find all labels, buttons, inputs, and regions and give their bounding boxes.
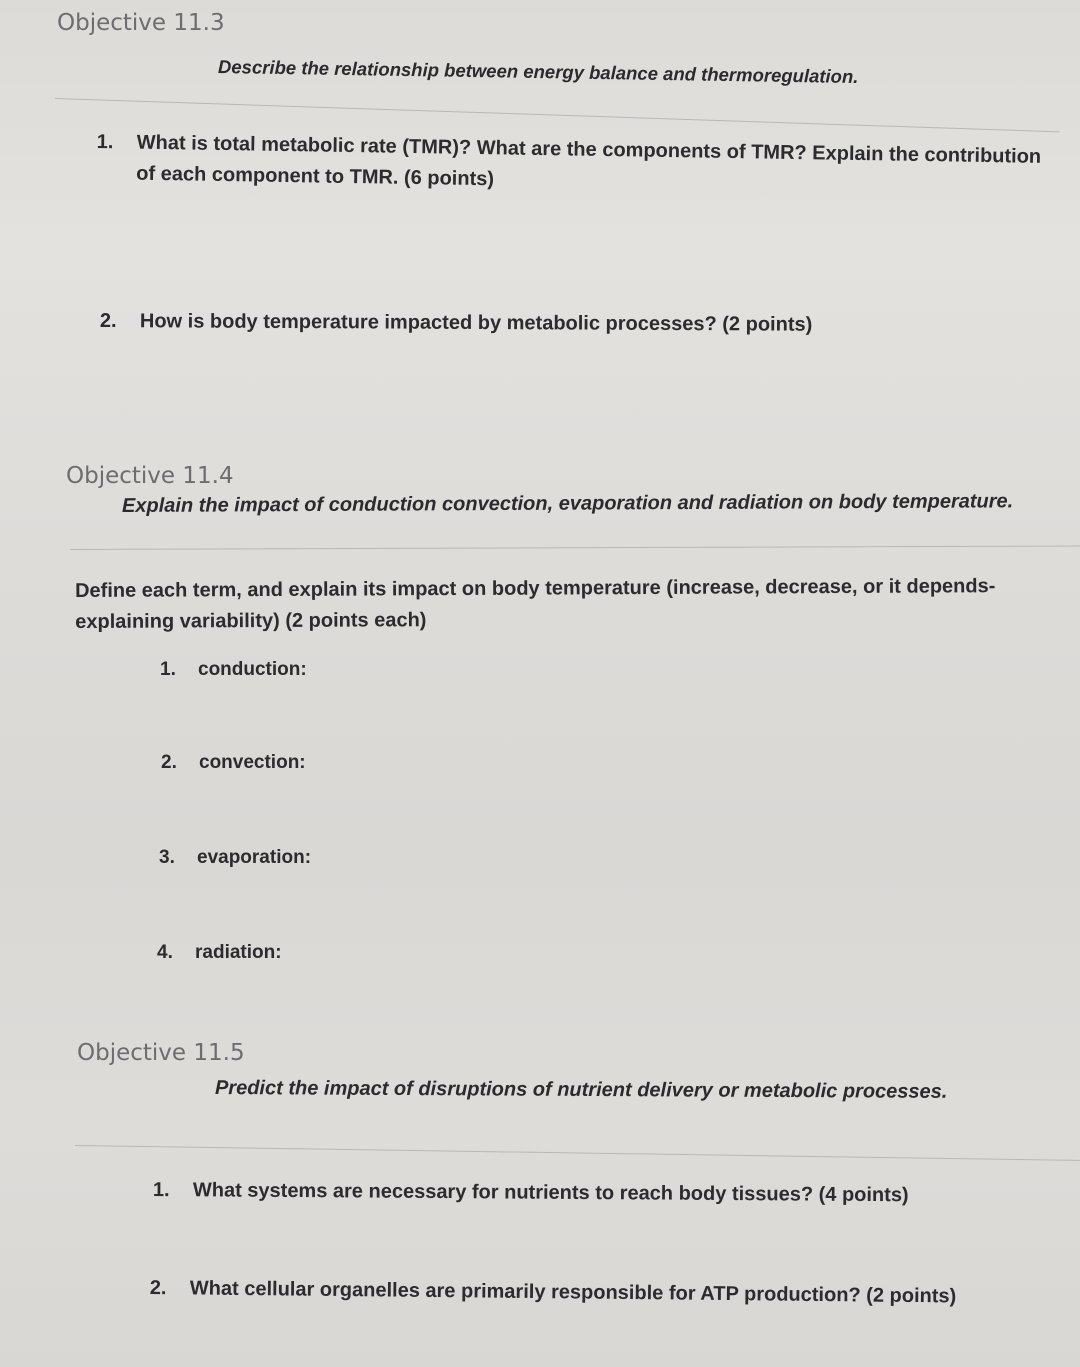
objective-heading: Objective 11.4 [66, 463, 234, 489]
term-item [161, 752, 306, 774]
question-text: What cellular organelles are primarily responsible for ATP production? (2 points) [189, 1277, 957, 1308]
question-item [150, 1273, 1070, 1314]
term-number: 3. [159, 847, 175, 868]
objective-heading: Objective 11.3 [57, 10, 225, 36]
divider-line [70, 545, 1080, 550]
question-item [153, 1175, 1053, 1212]
term-item [160, 659, 307, 681]
objective-description: Predict the impact of disruptions of nutrient delivery or metabolic processes. [214, 1077, 948, 1103]
term-label: convection: [199, 752, 306, 773]
question-text: What systems are necessary for nutrients to reach body tissues? (4 points) [192, 1179, 909, 1207]
term-number: 1. [160, 659, 176, 680]
question-text: What is total metabolic rate (TMR)? What are the components of TMR? Explain the contribution of each component to TMR. (6 points) [136, 131, 1042, 191]
term-number: 2. [161, 752, 177, 773]
question-item [96, 127, 1067, 204]
term-label: conduction: [198, 659, 307, 680]
term-item [159, 847, 311, 869]
question-number: 1. [152, 1178, 170, 1202]
question-number: 1. [96, 130, 114, 154]
question-number: 2. [149, 1276, 167, 1300]
objective-heading: Objective 11.5 [77, 1040, 245, 1066]
term-number: 4. [157, 942, 173, 963]
question-number: 2. [99, 309, 117, 333]
divider-line [75, 1145, 1080, 1161]
term-item [157, 942, 282, 964]
term-label: evaporation: [197, 847, 312, 868]
objective-description: Describe the relationship between energy balance and thermoregulation. [217, 56, 859, 88]
objective-description: Explain the impact of conduction convection, evaporation and radiation on body temperature. [121, 490, 1014, 517]
question-text: How is body temperature impacted by metabolic processes? (2 points) [139, 310, 813, 336]
instruction-text: Define each term, and explain its impact on body temperature (increase, decrease, or it depends-explaining variability) (2 points each) [75, 575, 996, 633]
question-item [100, 306, 1000, 342]
term-label: radiation: [195, 942, 282, 963]
divider-line [55, 98, 1059, 132]
